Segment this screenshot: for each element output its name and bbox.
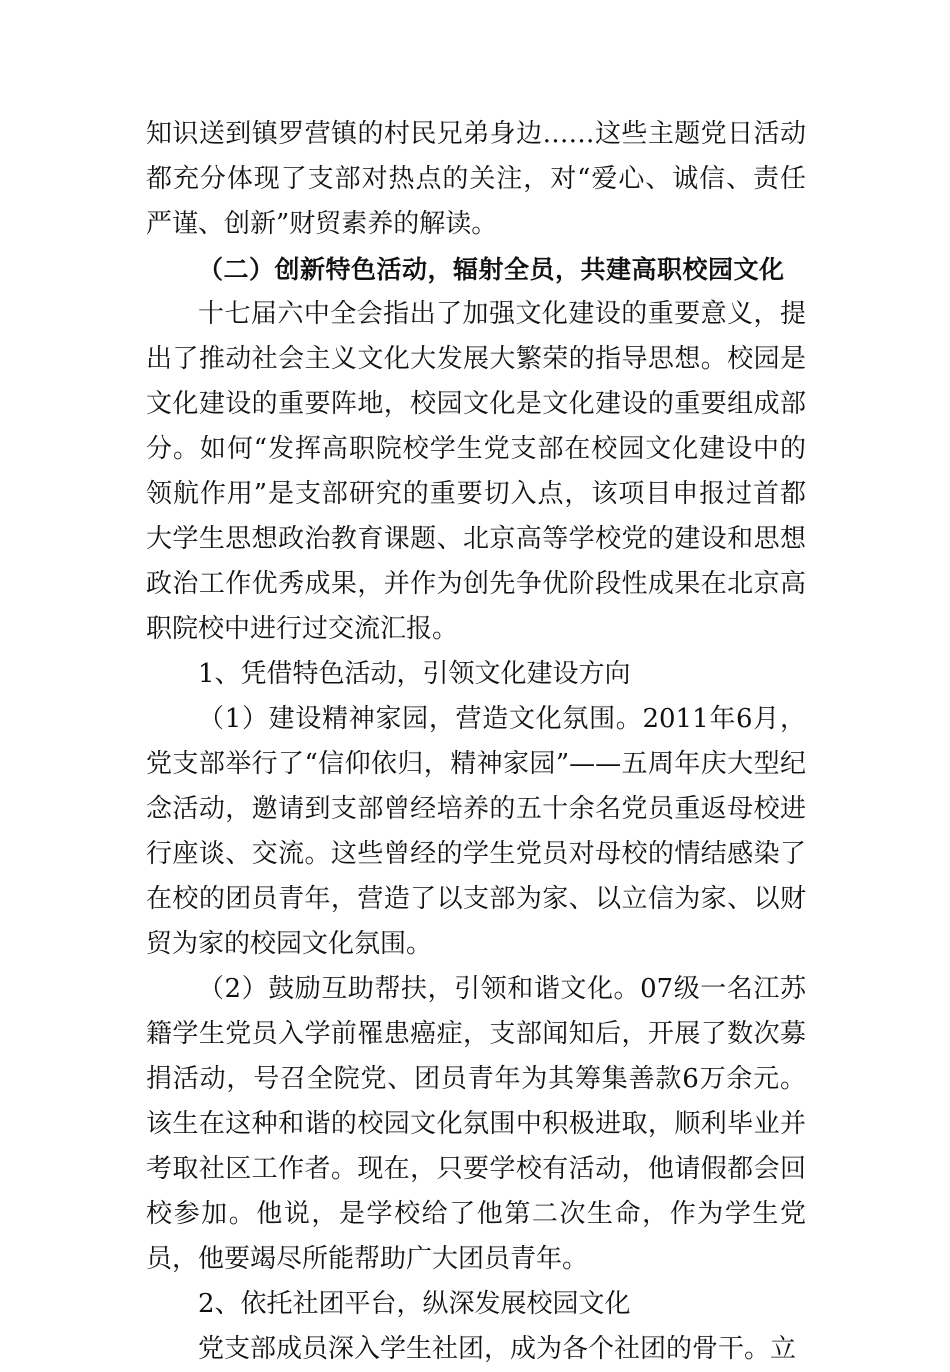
subsection-heading-1: 1、凭借特色活动，引领文化建设方向 <box>198 659 631 689</box>
paragraph-culture-intro: 十七届六中全会指出了加强文化建设的重要意义，提出了推动社会主义文化大发展大繁荣的指导思想。校园是文化建设的重要阵地，校园文化是文化建设的重要组成部分。如何“发挥高职院校学生党支部在校园文化建设中的领航作用”是支部研究的重要切入点，该项目申报过首都大学生思想政治教育课题、北京高等学校党的建设和思想政治工作优秀成果，并作为创先争优阶段性成果在北京高职院校中进行过交流汇报。 <box>146 299 806 644</box>
document-page <box>146 112 806 1372</box>
paragraph-mutual-aid: （2）鼓励互助帮扶，引领和谐文化。07级一名江苏籍学生党员入学前罹患癌症，支部闻知后，开展了数次募捐活动，号召全院党、团员青年为其筹集善款6万余元。该生在这种和谐的校园文化氛围中积极进取，顺利毕业并考取社区工作者。现在，只要学校有活动，他请假都会回校参加。他说，是学校给了他第二次生命，作为学生党员，他要竭尽所能帮助广大团员青年。 <box>146 974 806 1274</box>
subsection-heading-2: 2、依托社团平台，纵深发展校园文化 <box>198 1289 631 1319</box>
section-heading: （二）创新特色活动，辐射全员，共建高职校园文化 <box>198 255 785 284</box>
paragraph-spiritual-home: （1）建设精神家园，营造文化氛围。2011年6月，党支部举行了“信仰依归，精神家园”——五周年庆大型纪念活动，邀请到支部曾经培养的五十余名党员重返母校进行座谈、交流。这些曾经的学生党员对母校的情结感染了在校的团员青年，营造了以支部为家、以立信为家、以财贸为家的校园文化氛围。 <box>146 704 806 959</box>
paragraph-continued: 知识送到镇罗营镇的村民兄弟身边……这些主题党日活动都充分体现了支部对热点的关注，对“爱心、诚信、责任严谨、创新”财贸素养的解读。 <box>146 119 806 239</box>
paragraph-societies: 党支部成员深入学生社团，成为各个社团的骨干。立 <box>198 1334 797 1364</box>
